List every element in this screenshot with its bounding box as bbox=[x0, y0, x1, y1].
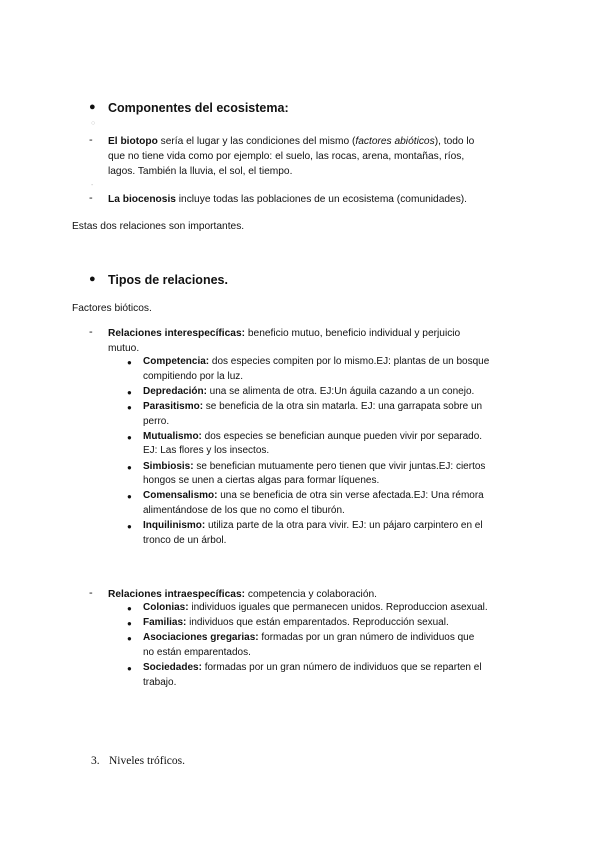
biocenosis-term: La biocenosis bbox=[108, 194, 176, 205]
inter-list bbox=[127, 355, 537, 549]
intra-list bbox=[127, 601, 547, 691]
dash-bullet: - bbox=[89, 134, 93, 146]
list-item: ● Parasitismo: se beneficia de la otra sin matarla. EJ: una garrapata sobre un perro. bbox=[127, 400, 537, 429]
biotopo-line2: que no tiene vida como por ejemplo: el suelo, las rocas, arena, montañas, ríos, bbox=[108, 151, 465, 162]
section-bullet: ● bbox=[89, 273, 96, 285]
item-text: formadas por un gran número de individuos que se reparten el bbox=[201, 662, 482, 674]
item-text-line2: tronco de un árbol. bbox=[143, 534, 227, 546]
item-text-line2: perro. bbox=[143, 415, 170, 427]
list-item: ● Depredación: una se alimenta de otra. EJ:Un águila cazando a un conejo. bbox=[127, 385, 475, 397]
list-item: ● Inquilinismo: utiliza parte de la otra para vivir. EJ: un pájaro carpintero en el tronco de un árbol. bbox=[127, 519, 537, 548]
item-term: Inquilinismo: bbox=[143, 520, 206, 532]
item-text-line2: trabajo. bbox=[143, 676, 177, 688]
dash-bullet: - bbox=[89, 587, 93, 599]
item-text: se beneficia de la otra sin matarla. EJ: una garrapata sobre un bbox=[203, 400, 483, 412]
inter-text-line2: mutuo. bbox=[108, 343, 140, 354]
biotopo-line3: lagos. También la lluvia, el sol, el tiempo. bbox=[108, 166, 293, 177]
item-text: se benefician mutuamente pero tienen que vivir juntas.EJ: ciertos bbox=[193, 460, 486, 472]
item-term: Depredación: bbox=[143, 385, 207, 397]
item-term: Competencia: bbox=[143, 356, 210, 367]
list-item: ● Colonias: individuos iguales que permanecen unidos. Reproduccion asexual. bbox=[127, 602, 488, 613]
empty-bullet: ○ bbox=[91, 120, 96, 127]
item-text: una se beneficia de otra sin verse afectada.EJ: Una rémora bbox=[217, 490, 484, 502]
item-text: dos especies compiten por lo mismo.EJ: plantas de un bosque bbox=[209, 356, 490, 367]
list-item: ● Comensalismo: una se beneficia de otra sin verse afectada.EJ: Una rémora alimentándose de los que no como el tiburón. bbox=[127, 489, 537, 518]
list-item: ● Asociaciones gregarias: formadas por un gran número de individuos que no están emparentados. bbox=[127, 631, 547, 660]
item-text: dos especies se benefician aunque pueden vivir por separado. bbox=[201, 430, 483, 442]
item-text-line2: hongos se unen a ciertas algas para formar líquenes. bbox=[143, 475, 380, 487]
section-title-componentes: Componentes del ecosistema: bbox=[108, 101, 289, 115]
item-term: Parasitismo: bbox=[143, 400, 204, 412]
biotopo-italic: factores abióticos bbox=[355, 136, 435, 147]
item-term: Simbiosis: bbox=[143, 460, 194, 472]
intra-paragraph bbox=[108, 587, 377, 602]
item-text-line2: alimentándose de los que no como el tiburón. bbox=[143, 504, 345, 516]
biotopo-text: sería el lugar y las condiciones del mismo ( bbox=[157, 136, 356, 147]
section-title-niveles: Niveles tróficos. bbox=[109, 755, 186, 767]
biocenosis-text: incluye todas las poblaciones de un ecosistema (comunidades). bbox=[175, 194, 468, 205]
item-term: Sociedades: bbox=[143, 662, 202, 674]
item-term: Colonias: bbox=[143, 602, 189, 613]
section-title-tipos: Tipos de relaciones. bbox=[108, 273, 228, 287]
dash-bullet: - bbox=[89, 192, 93, 204]
list-item: ● Competencia: dos especies compiten por lo mismo.EJ: plantas de un bosque compitiendo por la luz. bbox=[127, 355, 537, 384]
intra-text: competencia y colaboración. bbox=[245, 589, 377, 600]
subtitle-bioticos: Factores bióticos. bbox=[72, 303, 152, 314]
item-term: Comensalismo: bbox=[143, 490, 218, 502]
biocenosis-paragraph bbox=[108, 192, 467, 207]
item-text: una se alimenta de otra. EJ:Un águila cazando a un conejo. bbox=[206, 385, 475, 397]
inter-term: Relaciones interespecíficas: bbox=[108, 328, 246, 339]
item-text: utiliza parte de la otra para vivir. EJ: un pájaro carpintero en el bbox=[205, 520, 483, 532]
item-term: Familias: bbox=[143, 617, 187, 629]
note-paragraph: Estas dos relaciones son importantes. bbox=[72, 221, 245, 232]
dash-bullet: - bbox=[89, 326, 93, 338]
list-item: ● Familias: individuos que están emparentados. Reproducción sexual. bbox=[127, 617, 449, 629]
item-term: Asociaciones gregarias: bbox=[143, 632, 259, 644]
inter-paragraph bbox=[108, 326, 528, 356]
section-bullet: ● bbox=[89, 101, 96, 113]
item-text: individuos que están emparentados. Reproducción sexual. bbox=[186, 617, 449, 629]
item-text-line2: EJ: Las flores y los insectos. bbox=[143, 445, 270, 457]
list-item: ● Sociedades: formadas por un gran número de individuos que se reparten el trabajo. bbox=[127, 661, 547, 690]
item-text-line2: no están emparentados. bbox=[143, 646, 251, 658]
empty-dash: - bbox=[91, 182, 94, 189]
list-item: ● Simbiosis: se benefician mutuamente pero tienen que vivir juntas.EJ: ciertos hongos se unen a ciertas algas para formar líquenes. bbox=[127, 460, 537, 489]
item-term: Mutualismo: bbox=[143, 430, 202, 442]
inter-text: beneficio mutuo, beneficio individual y perjuicio bbox=[245, 328, 461, 339]
list-item: ● Mutualismo: dos especies se benefician aunque pueden vivir por separado. EJ: Las flores y los insectos. bbox=[127, 430, 537, 459]
section-number: 3. bbox=[91, 755, 100, 767]
item-text-line2: compitiendo por la luz. bbox=[143, 370, 244, 382]
biotopo-text-after: ), todo lo bbox=[434, 136, 475, 147]
biotopo-paragraph bbox=[108, 134, 528, 179]
biotopo-term: El biotopo bbox=[108, 136, 158, 147]
item-text: individuos iguales que permanecen unidos. Reproduccion asexual. bbox=[188, 602, 488, 613]
item-text: formadas por un gran número de individuos que bbox=[258, 632, 475, 644]
intra-term: Relaciones intraespecíficas: bbox=[108, 589, 246, 600]
